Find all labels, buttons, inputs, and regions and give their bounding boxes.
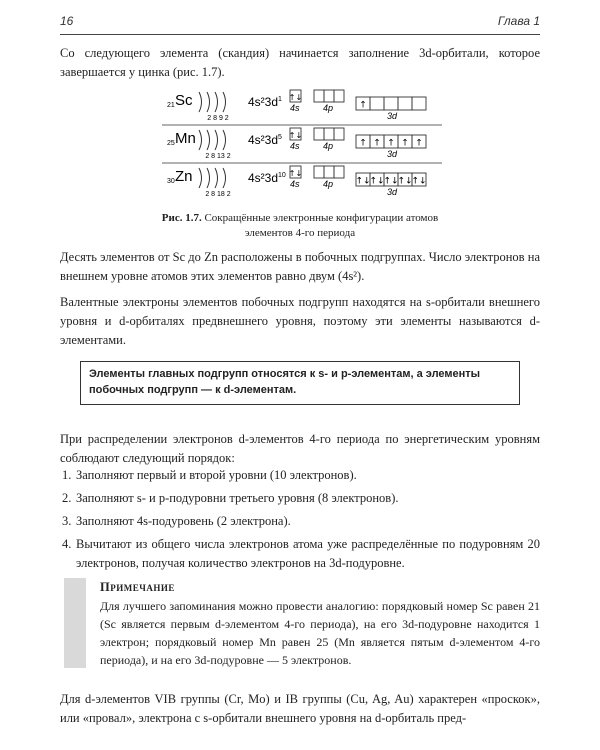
electron-config: $4s^23d^1$ xyxy=(248,95,282,109)
shell-arc xyxy=(223,130,226,150)
label-4p: 4p xyxy=(323,179,334,189)
orbital-4p xyxy=(334,166,344,178)
list-item: 3. Заполняют 4s-подуровень (2 электрона). xyxy=(62,514,291,528)
orbital-3d xyxy=(384,97,398,110)
orbital-arrow: ↑ xyxy=(359,138,367,149)
running-header xyxy=(60,14,540,34)
orbital-arrow: ↑ xyxy=(359,100,367,111)
orbital-3d xyxy=(412,97,426,110)
caption-number: Рис. 1.7. xyxy=(161,212,202,224)
paragraph-3: При распределении электронов d-элементов 4-го периода по энергетическим уровням соблюдают следующий порядок: xyxy=(60,432,540,465)
label-4p: 4p xyxy=(323,141,334,151)
shell-arc xyxy=(223,168,226,188)
shell-arc xyxy=(207,92,210,112)
orbital-3d xyxy=(370,97,384,110)
note-title: Примечание xyxy=(100,580,175,594)
orbital-arrow: ↑ xyxy=(373,138,381,149)
orbital-4p xyxy=(334,128,344,140)
orbital-4p xyxy=(314,166,324,178)
label-3d: 3d xyxy=(387,111,398,121)
shell-arc xyxy=(199,92,202,112)
list-item: 4. Вычитают из общего числа электронов атома уже распределённые по подуровням 20 электронов, получая количество электронов на 3d-подуровне. xyxy=(62,537,540,570)
page-number: 16 xyxy=(60,14,74,28)
orbital-arrow: ↑ xyxy=(387,138,395,149)
shell-arc xyxy=(215,92,218,112)
orbital-3d xyxy=(398,97,412,110)
figure-row-zn xyxy=(167,166,427,198)
orbital-4p xyxy=(314,90,324,102)
shell-arc xyxy=(207,168,210,188)
chapter-title: Глава 1 xyxy=(497,14,540,28)
intro-paragraph: Со следующего элемента (скандия) начинается заполнение 3d-орбитали, которое завершается у цинка (рис. 1.7). xyxy=(60,46,540,79)
label-3d: 3d xyxy=(387,149,398,159)
list-item: 2. Заполняют s- и p-подуровни третьего уровня (8 электронов). xyxy=(62,491,399,505)
caption-line-1: Сокращённые электронные конфигурации атомов xyxy=(204,212,439,224)
element-symbol: Sc xyxy=(175,92,193,109)
figure-row-mn xyxy=(167,128,426,160)
figure-row-sc xyxy=(167,90,426,122)
paragraph-1: Десять элементов от Sc до Zn расположены в побочных подгруппах. Число электронов на внешнем уровне атомов этих элементов равно двум (4s²). xyxy=(60,250,540,283)
atomic-number: 25 xyxy=(167,140,175,147)
element-symbol: Mn xyxy=(175,130,196,147)
note-block xyxy=(64,578,540,668)
shell-arc xyxy=(199,168,202,188)
shell-electrons: 2 8 18 2 xyxy=(205,191,231,198)
orbital-4p xyxy=(334,90,344,102)
header-rule xyxy=(60,34,540,35)
orbital-arrow: ↑ xyxy=(415,138,423,149)
label-4s: 4s xyxy=(290,179,300,189)
element-symbol: Zn xyxy=(175,168,193,185)
orbital-arrow: ↑↓ xyxy=(288,131,303,140)
orbital-4p xyxy=(324,166,334,178)
shell-arc xyxy=(215,168,218,188)
shell-arc xyxy=(215,130,218,150)
shell-electrons: 2 8 13 2 xyxy=(205,153,231,160)
note-text: Для лучшего запоминания можно провести аналогию: порядковый номер Sc равен 21 (Sc является первым d-элементом 4-го периода), на его 3d-подуровне находится 1 электрон; порядковый номер Mn равен 25 (Mn является пятым d-элементом 4-го периода), и на его 3d-подуровне — 5 электронов. xyxy=(100,599,540,667)
paragraph-2: Валентные электроны элементов побочных подгрупп находятся на s-орбитали внешнего уровня и d-орбиталях предвнешнего уровня, поэтому эти элементы называются d-элементами. xyxy=(60,295,540,347)
label-4s: 4s xyxy=(290,141,300,151)
shell-electrons: 2 8 9 2 xyxy=(207,115,229,122)
orbital-arrow: ↑↓ xyxy=(288,169,303,178)
orbital-arrow: ↑↓ xyxy=(383,176,399,187)
electron-config-figure xyxy=(162,84,442,204)
orbital-4p xyxy=(324,90,334,102)
label-3d: 3d xyxy=(387,187,398,197)
steps-list xyxy=(62,466,540,573)
orbital-4p xyxy=(324,128,334,140)
orbital-arrow: ↑↓ xyxy=(397,176,413,187)
electron-config: $4s^23d^5$ xyxy=(248,133,282,147)
note-sidebar xyxy=(64,578,86,668)
shell-arc xyxy=(199,130,202,150)
orbital-arrow: ↑↓ xyxy=(288,93,303,102)
orbital-arrow: ↑↓ xyxy=(369,176,385,187)
shell-arc xyxy=(223,92,226,112)
figure-caption xyxy=(60,211,540,241)
orbital-4p xyxy=(314,128,324,140)
orbital-arrow: ↑↓ xyxy=(355,176,371,187)
atomic-number: 21 xyxy=(167,102,175,109)
list-item: 1. Заполняют первый и второй уровни (10 электронов). xyxy=(62,468,357,482)
atomic-number: 30 xyxy=(167,178,175,185)
orbital-arrow: ↑↓ xyxy=(411,176,427,187)
orbital-arrow: ↑ xyxy=(401,138,409,149)
rule-box: Элементы главных подгрупп относятся к s- и p-элементам, а элементы побочных подгрупп — к d-элементам. xyxy=(80,361,520,405)
paragraph-4: Для d-элементов VIB группы (Cr, Mo) и IB группы (Cu, Ag, Au) характерен «проскок», или «провал», электрона с s-орбитали внешнего уровня на d-орбиталь пред- xyxy=(60,692,540,725)
label-4s: 4s xyxy=(290,103,300,113)
caption-line-2: элементов 4-го периода xyxy=(244,227,356,239)
shell-arc xyxy=(207,130,210,150)
label-4p: 4p xyxy=(323,103,334,113)
electron-config: $4s^23d^{10}$ xyxy=(248,171,286,185)
